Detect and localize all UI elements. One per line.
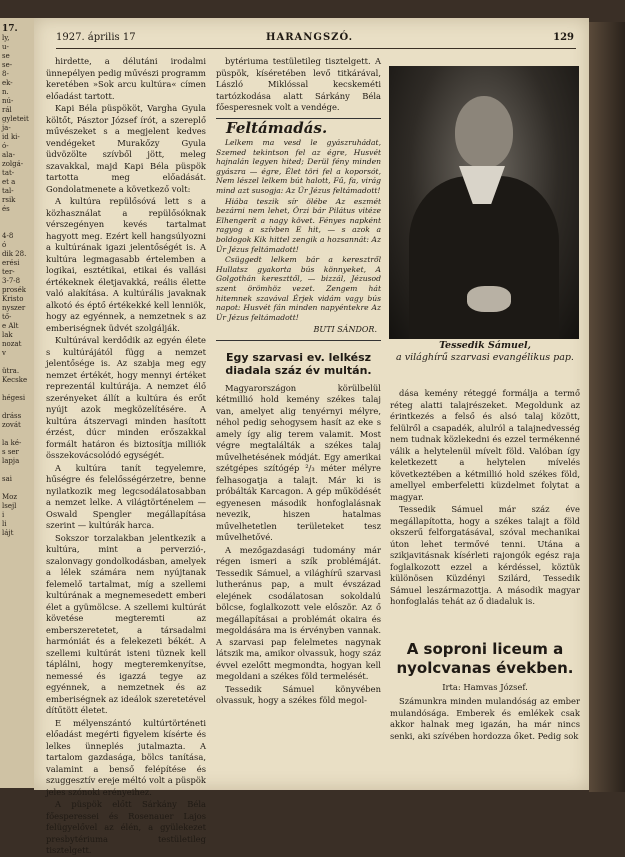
column-3-continuation <box>390 388 580 613</box>
col3-paragraph: dása kemény réteggé formálja a termő réteg alatti talajrészeket. Megoldunk az érintkezés a felső és alsó talaj között, felülről a csapadék, alulról a talajnedvesség nem tudnak közlekedni és ezzel termékenné válik a helytelenül mívelt föld. Valóban így keletkezett a helytelen mívelés következtében a kétmillió hold székes föld, amellyel emberfeletti küzdelmet folytat a magyar. <box>390 388 580 502</box>
col1-paragraph: Sokszor torzalakban jelentkezik a kultúra, mint a perverzió-, szalonvagy gondolkodásban, amelyek a lélek számára nem nyújtanak felemelő tartalmat, míg a szellemi kultúrának a megnemesedett emberi élet a gyümölcse. A szellemi kultúrát követése megteremti az emberszeretetet, a társadalmi harmóniát és a felekezeti békét. A szellemi kultúrát isteni tüznek kell táplálni, hogy megteremkenyítse, nemessé és igazzá tegye az egyénnek, a nemzetnek és az emberiségnek az ideálok szeretetével dítűtött életet. <box>46 532 206 715</box>
previous-page-fragment: s ser <box>2 448 19 456</box>
col1-paragraph: E mélyenszántó kultúrtörténeti előadást megérti figyelem kísérte és lelkes ünneplés jutalmazta. A tartalom gazdasága, bölcs tanítása, valamint a benső felépítése és szuggesztív ereje méltó volt a püspök jeles szónoki erényeihez. <box>46 717 206 797</box>
previous-page-fragment: prosék <box>2 286 27 294</box>
previous-page-fragment: li <box>2 520 7 528</box>
article2-paragraph: Számunkra minden mulandóság az ember mulandósága. Emberek és emlékek csak akkor halnak meg igazán, ha már nincs senki, aki szívében hordozza őket. Pedig sok <box>390 696 580 741</box>
previous-page-fragment: ó- <box>2 142 9 150</box>
col1-paragraph: A kultúra repülősóvá lett s a közhasználat a repülősóknak vérszegényen kevés tartalmat hagyott meg. Ezért kell hangsúlyozni a kultúrának igazi jelentőségét is. A kultúra legmagasabb értelemben a logikai, esztétikai, etikai és vallási értékeknek életjavakká, reális élette való alakítása. A kultúrális javaknak alkotó és éptő értékekké kell lenniök, hogy az egyénnek, a nemzetnek s az emberiségnek üdvét szolgálják. <box>46 196 206 333</box>
previous-page-fragment: rál <box>2 106 12 114</box>
previous-page-fragment: i <box>2 511 5 519</box>
page-number: 129 <box>553 32 574 43</box>
previous-page-fragment: Kristo <box>2 295 24 303</box>
previous-page-fragment <box>0 214 34 223</box>
column-2 <box>216 56 381 784</box>
col2-paragraph: A mezőgazdasági tudomány már régen ismeri a szík problémáját. Tessedik Sámuel, a világhírű szarvasi lutheránus pap, a mult évszázad elejének csodálatosan sokoldalú bölcse, foglalkozott vele először. Az ő megállapításai a problémát okaira és megoldására ma is érvényben vannak. A szarvasi pap felelmetes nagynak látszik ma, amikor olvassuk, hogy száz évvel ezelőtt megmondta, hogyan kell megoldani a székes föld termelését. <box>216 544 381 682</box>
col1-paragraph: Kultúrával kerdődik az egyén élete s kultúrájától függ a nemzet jelentősége is. Az szabja meg egy nemzet értékét, hogy mennyi értéket reprezentál kultúrája. A nemzet élő szerényeket állít a kultúra és erőt nyújt azok megközelítésére. A kultúra átszervagi minden hasított érzést, dúcr minden erőszakkal formált határon és biztosítja milliók összekovácsolódó egységét. <box>46 335 206 460</box>
previous-page-fragment: tő- <box>2 313 12 321</box>
page-header <box>56 30 576 49</box>
poem-stanza: Lelkem ma vesd le gyászruhádat, Szemed tekintson fel az égre, Husvét hajnalán legyen hited; Derül fény minden gyászra — égre, Élet töri fel a koporsót, Nem lészel lelkem bút halott, Fű, fa, virág mind azt susogja: Az Úr Jézus feltámadott! <box>216 138 381 195</box>
previous-page-fragment <box>0 385 34 394</box>
previous-page-fragment: ja- <box>2 124 11 132</box>
article2-byline: Irta: Hamvas József. <box>442 682 528 692</box>
previous-page-fragment: ly, <box>2 34 10 42</box>
previous-page-fragment: n. <box>2 88 9 96</box>
previous-page-fragment: Kecske <box>2 376 28 384</box>
previous-page-fragment: Moz <box>2 493 18 501</box>
poem-author: BUTI SÁNDOR. <box>313 325 377 335</box>
previous-page-fragment <box>0 358 34 367</box>
previous-page-fragment: lájt <box>2 529 14 537</box>
previous-page-fragment: u- <box>2 43 9 51</box>
newspaper-page <box>34 18 589 855</box>
previous-page-fragment: 8- <box>2 70 9 78</box>
poem-stanza: Csüggedt lelkem bár a keresztről Hullatsz gyakorta bús könnyeket, A Golgothán kereszttől, — bizzál, Jézusod szent örömhöz vezet. Zengem hát hitemnek szavával Érjek vidám vagy bús napot: Husvét fán minden napyéntekre Az Úr Jézus feltámadott! <box>216 255 381 322</box>
previous-page-fragment: gyleteit <box>2 115 29 123</box>
previous-page-fragment: 3-7-8 <box>2 277 21 285</box>
previous-page-fragment: ala- <box>2 151 15 159</box>
previous-page-fragments <box>0 34 34 538</box>
previous-page-fragment: dráss <box>2 412 22 420</box>
previous-page-fragment: erési <box>2 259 20 267</box>
book-spine <box>589 22 625 792</box>
previous-page-fragment <box>0 403 34 412</box>
previous-page-fragment: se- <box>2 61 13 69</box>
tessedik-portrait-image <box>389 66 579 339</box>
previous-page-fragment: dik 28. <box>2 250 27 258</box>
previous-page-fragment: e Alt <box>2 322 19 330</box>
previous-page-fragment <box>0 466 34 475</box>
publication-title: HARANGSZÓ. <box>266 32 354 43</box>
col1-paragraph: hirdette, a délutáni irodalmi ünnepélyen pedig művészi programm keretében »Sok arcu kultúra« címen előadást tartott. <box>46 56 206 101</box>
previous-page-fragment: zolgá- <box>2 160 24 168</box>
previous-page-fragment: et a <box>2 178 16 186</box>
previous-page-fragment: lsejl <box>2 502 17 510</box>
article2-title: A soproni liceum a nyolcvanas években. <box>396 640 574 677</box>
previous-page-edge <box>0 18 34 788</box>
previous-page-fragment: és <box>2 205 10 213</box>
previous-page-fragment: 4-8 <box>2 232 14 240</box>
previous-page-fragment: tal- <box>2 187 14 195</box>
portrait-caption <box>390 340 580 364</box>
previous-page-fragment: tat- <box>2 169 15 177</box>
previous-page-fragment: ek- <box>2 79 13 87</box>
article-title: Egy szarvasi ev. lelkész diadala száz év multán. <box>225 350 372 377</box>
previous-page-fragment: lak <box>2 331 13 339</box>
previous-page-fragment: ter- <box>2 268 15 276</box>
previous-page-fragment <box>0 484 34 493</box>
caption-name: Tessedik Sámuel, <box>439 340 531 351</box>
previous-page-fragment: ó <box>2 241 7 249</box>
previous-page-fragment: nozat <box>2 340 22 348</box>
col1-paragraph: Kapi Béla püspököt, Vargha Gyula költőt, Pásztor József írót, a szereplő művészeket s a megjelent kedves vendégeket Murakőzy Gyula üdvözölte szívből jött, meleg szavakkal, majd Kapi Béla püspök tartotta meg előadását. Gondolatmenete a következő volt: <box>46 103 206 194</box>
column-1 <box>46 56 206 855</box>
previous-page-fragment: nyszer <box>2 304 26 312</box>
col2-intro-paragraph: bytériuma testületileg tisztelgett. A püspök, kíséretében levő titkárával, László Miklóssal kecskeméti tartózkodása alatt Sárkány Béla főesperesnek volt a vendége. <box>216 56 381 112</box>
col2-paragraph: Magyarországon körülbelül kétmillió hold kemény székes talaj van, amelyet alig tenyérnyi mélyre, néhol pedig sehogysem hasít az eke s amely így alig terem valamit. Most végre megtalálták a székes talaj művelhetésének módját. Egy amerikai szétgépes szítógép ²/₃ méter mélyre felhasogatja a talajt. Már ki is próbálták Karcagon. A gép működését egyenesen második honfoglalásnak nevezik, hiszen hatalmas művelhetetlen területeket tesz művelhetővé. <box>216 382 381 543</box>
previous-page-fragment: zovát <box>2 421 21 429</box>
previous-page-fragment: ütra. <box>2 367 20 375</box>
previous-page-fragment: lapja <box>2 457 20 465</box>
previous-page-fragment: la ké- <box>2 439 22 447</box>
previous-page-fragment: id ki- <box>2 133 20 141</box>
previous-page-fragment <box>0 430 34 439</box>
col1-paragraph: A kultúra tanít tegyelemre, hűségre és felelősségérzetre, benne nyilatkozik meg legcsodálatosabban a nemzet lelke. A világtörténelem — Oswald Spengler megállapítása szerint — kultúrák harca. <box>46 462 206 530</box>
col3-paragraph: Tessedik Sámuel már száz éve megállapította, hogy a székes talajt a föld okszerű felforgatásával, szóval mechanikai úton lehet termővé tenni. Utána a szikjavitásnak kísérleti rajongók egész raja foglalkozott ezzel a kérdéssel, köztük különösen Küzdényi Szilárd, Tessedik Sámuel leszármazottja. A második magyar honfoglalás tehát az ő diadaluk is. <box>390 504 580 606</box>
portrait-face <box>455 96 513 168</box>
portrait-hand <box>467 286 511 312</box>
caption-text: a világhírű szarvasi evangélikus pap. <box>396 352 574 363</box>
previous-page-fragment: nú- <box>2 97 14 105</box>
previous-page-header: 17. <box>2 24 18 34</box>
previous-page-fragment <box>0 223 34 232</box>
previous-page-fragment: se <box>2 52 10 60</box>
poem-title: Feltámadás. <box>226 118 328 137</box>
col2-paragraph: Tessedik Sámuel könyvében olvassuk, hogy a székes föld megol- <box>216 683 381 706</box>
article2-body <box>390 696 580 786</box>
previous-page-fragment: rsik <box>2 196 16 204</box>
previous-page-fragment: v <box>2 349 6 357</box>
previous-page-fragment: sai <box>2 475 13 483</box>
col1-paragraph: A püspök előtt Sárkány Béla főesperessei és Rosenauer Lajos felügyelővel az élén, a gyülekezet presbytériuma testületileg tisztelgett. <box>46 799 206 855</box>
divider <box>216 340 381 341</box>
issue-date: 1927. április 17 <box>56 32 136 43</box>
poem-stanza: Hiába teszik sír ölébe Az eszmét bezárni nem lehet, Órzi bár Pilátus vitéze Elhengerít a nagy követ. Fényes napként ragyog a szívben E hit, — s azok a boldogok Kik hittel zengik a hozsannát: Az Úr Jézus feltámadott! <box>216 196 381 254</box>
previous-page-fragment: hégesi <box>2 394 26 402</box>
